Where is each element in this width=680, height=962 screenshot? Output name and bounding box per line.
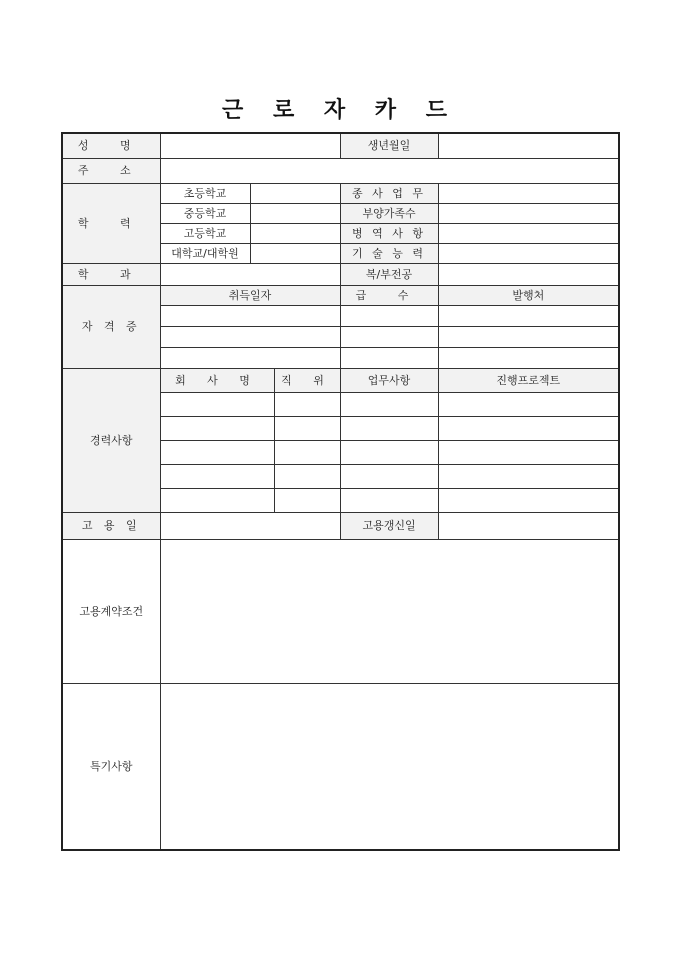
cert-issuer-field[interactable] (438, 347, 619, 368)
cert-header-date: 취득일자 (160, 285, 340, 305)
minor-field[interactable] (438, 263, 619, 285)
career-company-field[interactable] (160, 464, 274, 488)
school-field-university[interactable] (250, 243, 340, 263)
hire-date-field[interactable] (160, 512, 340, 539)
career-position-field[interactable] (274, 488, 340, 512)
cert-grade-field[interactable] (340, 347, 438, 368)
cert-header-issuer: 발행처 (438, 285, 619, 305)
skills-field[interactable] (438, 243, 619, 263)
career-duties-field[interactable] (340, 416, 438, 440)
major-label: 학 과 (62, 263, 160, 285)
career-projects-field[interactable] (438, 416, 619, 440)
dependents-field[interactable] (438, 203, 619, 223)
school-label-high: 고등학교 (160, 223, 250, 243)
worker-card-form (61, 132, 620, 851)
cert-grade-field[interactable] (340, 305, 438, 326)
career-company-field[interactable] (160, 488, 274, 512)
dependents-label: 부양가족수 (340, 203, 438, 223)
renewal-date-field[interactable] (438, 512, 619, 539)
renewal-date-label: 고용갱신일 (340, 512, 438, 539)
career-position-field[interactable] (274, 440, 340, 464)
school-field-elementary[interactable] (250, 183, 340, 203)
career-header-duties: 업무사항 (340, 368, 438, 392)
notes-field[interactable] (160, 683, 619, 850)
cert-issuer-field[interactable] (438, 305, 619, 326)
job-field[interactable] (438, 183, 619, 203)
contract-label: 고용계약조건 (62, 539, 160, 683)
career-duties-field[interactable] (340, 464, 438, 488)
career-company-field[interactable] (160, 416, 274, 440)
certificates-label: 자 격 증 (62, 285, 160, 368)
minor-label: 복/부전공 (340, 263, 438, 285)
career-company-field[interactable] (160, 440, 274, 464)
career-projects-field[interactable] (438, 440, 619, 464)
career-projects-field[interactable] (438, 392, 619, 416)
school-label-university: 대학교/대학원 (160, 243, 250, 263)
address-label: 주 소 (62, 158, 160, 183)
career-duties-field[interactable] (340, 392, 438, 416)
major-field[interactable] (160, 263, 340, 285)
career-header-projects: 진행프로젝트 (438, 368, 619, 392)
address-field[interactable] (160, 158, 619, 183)
military-label: 병 역 사 항 (340, 223, 438, 243)
page-title: 근 로 자 카 드 (222, 98, 458, 123)
birth-label: 생년월일 (340, 133, 438, 158)
school-field-high[interactable] (250, 223, 340, 243)
name-field[interactable] (160, 133, 340, 158)
cert-date-field[interactable] (160, 347, 340, 368)
hire-date-label: 고 용 일 (62, 512, 160, 539)
education-label: 학 력 (62, 183, 160, 263)
career-projects-field[interactable] (438, 488, 619, 512)
career-duties-field[interactable] (340, 440, 438, 464)
school-label-elementary: 초등학교 (160, 183, 250, 203)
cert-date-field[interactable] (160, 326, 340, 347)
career-duties-field[interactable] (340, 488, 438, 512)
cert-issuer-field[interactable] (438, 326, 619, 347)
school-field-middle[interactable] (250, 203, 340, 223)
school-label-middle: 중등학교 (160, 203, 250, 223)
military-field[interactable] (438, 223, 619, 243)
cert-header-grade: 급 수 (340, 285, 438, 305)
birth-field[interactable] (438, 133, 619, 158)
skills-label: 기 술 능 력 (340, 243, 438, 263)
career-label: 경력사항 (62, 368, 160, 512)
career-header-company: 회 사 명 (160, 368, 274, 392)
career-projects-field[interactable] (438, 464, 619, 488)
career-header-position: 직 위 (274, 368, 340, 392)
contract-field[interactable] (160, 539, 619, 683)
name-label: 성 명 (62, 133, 160, 158)
career-company-field[interactable] (160, 392, 274, 416)
career-position-field[interactable] (274, 416, 340, 440)
career-position-field[interactable] (274, 464, 340, 488)
cert-grade-field[interactable] (340, 326, 438, 347)
job-label: 종 사 업 무 (340, 183, 438, 203)
cert-date-field[interactable] (160, 305, 340, 326)
notes-label: 특기사항 (62, 683, 160, 850)
career-position-field[interactable] (274, 392, 340, 416)
